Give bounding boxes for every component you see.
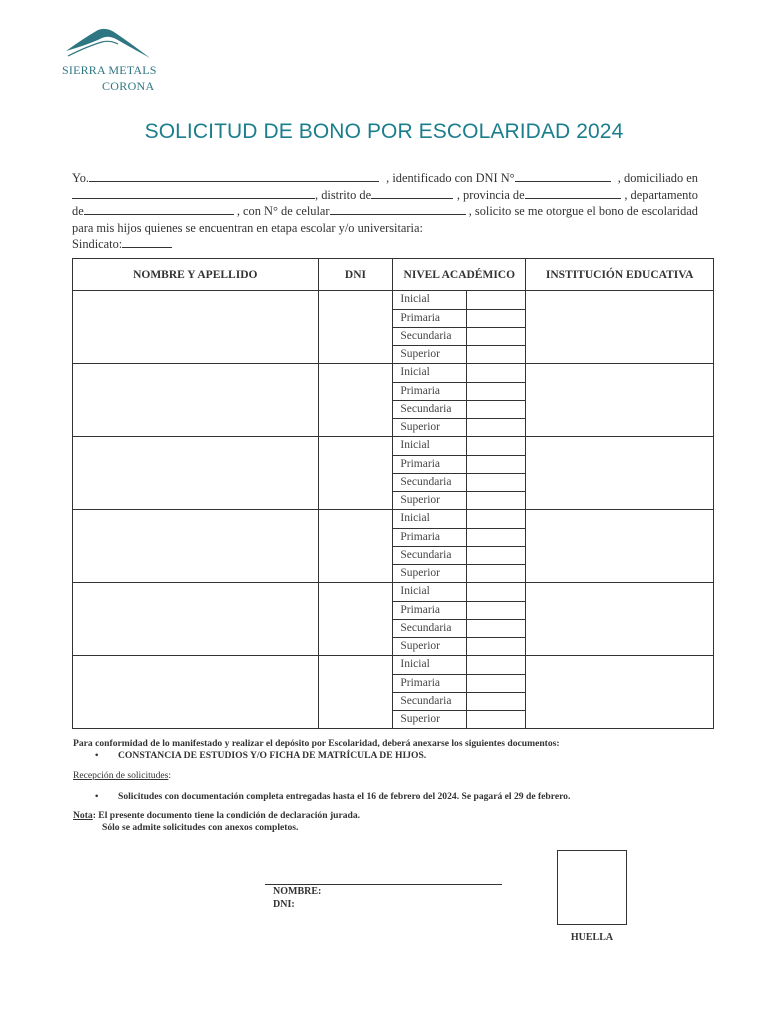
province-field[interactable] [525, 187, 621, 199]
table-body [73, 291, 714, 729]
institution-cell[interactable] [526, 510, 714, 583]
level-mark-box[interactable] [466, 327, 525, 345]
institution-cell[interactable] [526, 291, 714, 364]
level-row [393, 692, 525, 710]
level-mark-box[interactable] [466, 564, 525, 582]
table-row [73, 656, 714, 729]
level-mark-box[interactable] [466, 656, 525, 674]
child-dni-cell[interactable] [318, 656, 393, 729]
level-label: Inicial [393, 583, 466, 601]
conformity-text: Para conformidad de lo manifestado y realizar el depósito por Escolaridad, deberá anexarse los siguientes documentos: [73, 738, 560, 749]
label-departamento: , departamento [624, 187, 698, 202]
level-label: Primaria [393, 674, 466, 692]
logo-text-sub: CORONA [102, 79, 155, 93]
level-row [393, 382, 525, 400]
level-row [393, 491, 525, 509]
fingerprint-box[interactable] [557, 850, 627, 925]
logo-text-main: SIERRA METALS [62, 63, 157, 77]
child-name-cell[interactable] [73, 291, 319, 364]
child-dni-cell[interactable] [318, 437, 393, 510]
level-row [393, 364, 525, 382]
statement-line-2 [72, 187, 698, 204]
level-row [393, 619, 525, 637]
level-label: Primaria [393, 601, 466, 619]
level-label: Inicial [393, 437, 466, 455]
mountain-logo-icon [64, 26, 152, 62]
academic-level-cell [393, 510, 526, 583]
note-text: : El presente documento tiene la condición de declaración jurada. [92, 810, 361, 821]
name-field[interactable] [89, 170, 379, 182]
label-de: de [72, 204, 84, 219]
label-domicilio: , domiciliado en [617, 171, 698, 185]
document-title: SOLICITUD DE BONO POR ESCOLARIDAD 2024 [144, 120, 624, 143]
fingerprint-label: HUELLA [570, 932, 614, 943]
level-label: Secundaria [393, 400, 466, 418]
label-yo: Yo. [72, 171, 89, 185]
level-row [393, 437, 525, 455]
level-label: Inicial [393, 291, 466, 309]
statement-line-3 [72, 203, 698, 220]
level-row [393, 473, 525, 491]
reception-rule-text: Solicitudes con documentación completa entregadas hasta el 16 de febrero del 2024. Se pagará el 29 de febrero. [118, 791, 571, 802]
level-label: Superior [400, 712, 440, 725]
child-name-cell[interactable] [73, 437, 319, 510]
child-name-cell[interactable] [73, 583, 319, 656]
signature-line[interactable] [265, 884, 502, 885]
table-row [73, 510, 714, 583]
level-mark-box[interactable] [466, 528, 525, 546]
academic-level-cell [393, 291, 526, 364]
address-field[interactable] [72, 187, 315, 199]
level-row [393, 601, 525, 619]
level-row [393, 400, 525, 418]
academic-level-cell [393, 437, 526, 510]
level-label: Superior [400, 347, 440, 360]
label-solicito: , solicito se me otorgue el bono de escolaridad [468, 204, 698, 219]
level-label: Secundaria [393, 327, 466, 345]
level-label: Inicial [393, 510, 466, 528]
table-row [73, 437, 714, 510]
label-provincia: , provincia de [456, 187, 525, 202]
level-mark-box[interactable] [466, 674, 525, 692]
level-row [393, 455, 525, 473]
note [73, 810, 360, 821]
level-mark-box[interactable] [466, 418, 525, 436]
header-dni: DNI [318, 259, 393, 291]
child-dni-cell[interactable] [318, 583, 393, 656]
department-field[interactable] [84, 203, 234, 215]
level-label: Inicial [393, 656, 466, 674]
level-mark-box[interactable] [466, 601, 525, 619]
level-row [393, 546, 525, 564]
child-name-cell[interactable] [73, 656, 319, 729]
signature-name-label: NOMBRE: [273, 886, 322, 897]
institution-cell[interactable] [526, 437, 714, 510]
note-label: Nota [73, 810, 93, 821]
level-row [393, 674, 525, 692]
academic-level-list [393, 291, 525, 363]
request-statement [72, 170, 698, 253]
level-label: Primaria [393, 528, 466, 546]
level-row [393, 418, 525, 436]
level-mark-box[interactable] [466, 455, 525, 473]
level-mark-box[interactable] [466, 473, 525, 491]
level-row [393, 656, 525, 674]
child-name-cell[interactable] [73, 510, 319, 583]
level-mark-box[interactable] [466, 400, 525, 418]
level-mark-box[interactable] [466, 546, 525, 564]
level-label: Secundaria [393, 473, 466, 491]
level-mark-box[interactable] [466, 364, 525, 382]
level-label: Inicial [393, 364, 466, 382]
level-row [393, 583, 525, 601]
level-row [393, 309, 525, 327]
level-row [393, 345, 525, 363]
child-dni-cell[interactable] [318, 364, 393, 437]
district-field[interactable] [371, 187, 453, 199]
level-label: Secundaria [393, 692, 466, 710]
child-dni-cell[interactable] [318, 291, 393, 364]
signature-dni-label: DNI: [273, 899, 295, 910]
reception-rule: • Solicitudes con documentación completa entregadas hasta el 16 de febrero del 2024. Se pagará el 29 de febrero. [95, 791, 571, 802]
level-mark-box[interactable] [466, 382, 525, 400]
label-sindicato: Sindicato: [72, 237, 123, 252]
document-requirement: • CONSTANCIA DE ESTUDIOS Y/O FICHA DE MATRÍCULA DE HIJOS. [95, 750, 427, 761]
table-row [73, 291, 714, 364]
level-row [393, 327, 525, 345]
academic-level-list [393, 437, 525, 509]
academic-level-list [393, 510, 525, 582]
statement-line-1 [72, 170, 698, 187]
academic-level-list [393, 364, 525, 436]
level-label: Primaria [393, 382, 466, 400]
level-mark-box[interactable] [466, 510, 525, 528]
level-mark-box[interactable] [466, 637, 525, 655]
level-mark-box[interactable] [466, 619, 525, 637]
level-label: Primaria [393, 309, 466, 327]
dni-field[interactable] [515, 170, 611, 182]
institution-cell[interactable] [526, 656, 714, 729]
level-row [393, 564, 525, 582]
institution-cell[interactable] [526, 364, 714, 437]
level-mark-box[interactable] [466, 291, 525, 309]
level-mark-box[interactable] [466, 583, 525, 601]
level-row [393, 291, 525, 309]
academic-level-cell [393, 656, 526, 729]
academic-level-list [393, 583, 525, 655]
reception-label: Recepción de solicitudes [73, 770, 169, 781]
level-label: Superior [400, 493, 440, 506]
table-row [73, 364, 714, 437]
note-text-2: Sólo se admite solicitudes con anexos completos. [102, 822, 299, 833]
statement-line-4: para mis hijos quienes se encuentran en etapa escolar y/o universitaria: [72, 220, 423, 235]
union-field[interactable] [122, 236, 172, 248]
level-row [393, 637, 525, 655]
table-header-row [73, 259, 714, 291]
level-label: Primaria [393, 455, 466, 473]
level-label: Secundaria [393, 619, 466, 637]
header-level: NIVEL ACADÉMICO [393, 259, 526, 291]
level-mark-box[interactable] [466, 710, 525, 728]
child-name-cell[interactable] [73, 364, 319, 437]
document-requirement-text: CONSTANCIA DE ESTUDIOS Y/O FICHA DE MATRÍCULA DE HIJOS. [118, 750, 427, 761]
children-table [72, 258, 714, 729]
child-dni-cell[interactable] [318, 510, 393, 583]
label-distrito: , distrito de [315, 187, 372, 202]
level-mark-box[interactable] [466, 692, 525, 710]
level-mark-box[interactable] [466, 345, 525, 363]
label-dni: , identificado con DNI N° [386, 171, 515, 185]
academic-level-list [393, 656, 525, 728]
level-label: Superior [400, 639, 440, 652]
academic-level-cell [393, 364, 526, 437]
header-name: NOMBRE Y APELLIDO [73, 259, 319, 291]
level-label: Superior [400, 420, 440, 433]
table-row [73, 583, 714, 656]
institution-cell[interactable] [526, 583, 714, 656]
label-celular: , con N° de celular [236, 204, 330, 219]
level-row [393, 528, 525, 546]
level-row [393, 510, 525, 528]
level-label: Secundaria [393, 546, 466, 564]
academic-level-cell [393, 583, 526, 656]
level-label: Superior [400, 566, 440, 579]
level-mark-box[interactable] [466, 437, 525, 455]
statement-line-5 [72, 236, 698, 253]
level-mark-box[interactable] [466, 309, 525, 327]
header-institution: INSTITUCIÓN EDUCATIVA [526, 259, 714, 291]
phone-field[interactable] [330, 203, 466, 215]
level-row [393, 710, 525, 728]
reception-heading: Recepción de solicitudes: [73, 770, 172, 781]
level-mark-box[interactable] [466, 491, 525, 509]
company-logo [62, 26, 157, 96]
